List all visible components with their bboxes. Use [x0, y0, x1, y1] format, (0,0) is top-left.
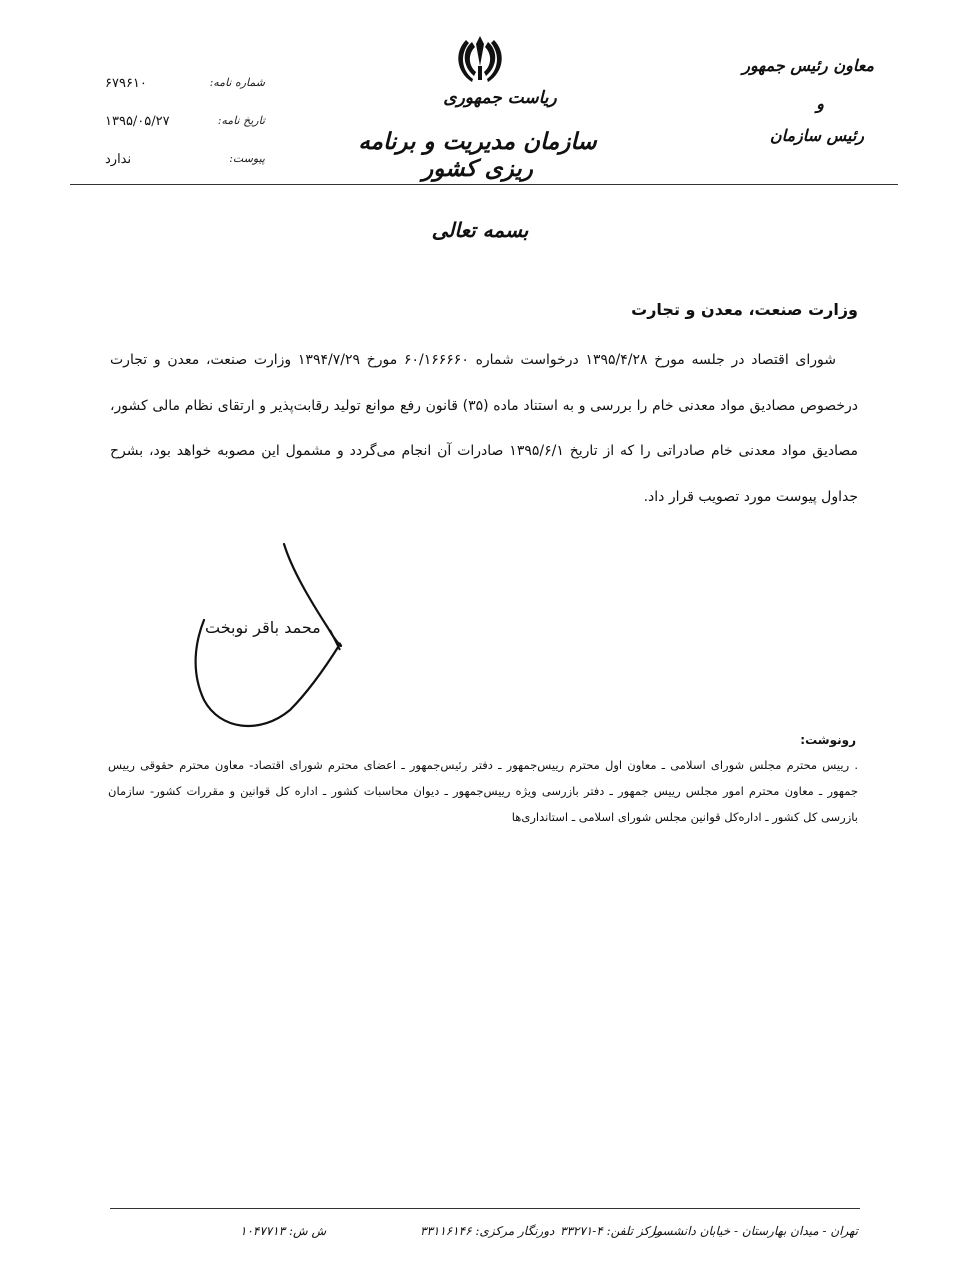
meta-label: تاریخ نامه:: [217, 114, 265, 127]
header-divider: [70, 184, 898, 185]
footer-registration: ش ش: ۱۰۴۷۷۱۳: [240, 1224, 327, 1238]
letter-body: شورای اقتصاد در جلسه مورخ ۱۳۹۵/۴/۲۸ درخواست شماره ۶۰/۱۶۶۶۶۰ مورخ ۱۳۹۴/۷/۲۹ وزارت صنعت، معدن و تجارت درخصوص مصادیق مواد معدنی خام را بررسی و به استناد ماده (۳۵) قانون رفع موانع تولید رقابت‌پذیر و ارتقای نظام مالی کشور، مصادیق مواد معدنی خام صادراتی را که از تاریخ ۱۳۹۵/۶/۱ صادرات آن انجام می‌گردد و مشمول این مصوبه خواهد بود، بشرح جداول پیوست مورد تصویب قرار داد.: [110, 352, 858, 505]
letter-date: ۱۳۹۵/۰۵/۲۷: [105, 114, 170, 129]
footer-fax: دورنگار مرکزی: ۳۳۱۱۶۱۴۶: [420, 1224, 555, 1238]
meta-row-date: [95, 114, 265, 152]
letter-meta: [95, 76, 265, 190]
signature-drawing: [180, 540, 380, 740]
letter-number: ۶۷۹۶۱۰: [105, 76, 147, 91]
title-line-2: و: [816, 94, 824, 113]
title-line-1: معاون رئیس جمهور: [742, 56, 874, 75]
emblem-logo: [454, 32, 506, 88]
bismillah-heading: بسمه تعالی: [431, 218, 529, 242]
meta-row-number: [95, 76, 265, 114]
meta-label: شماره نامه:: [209, 76, 265, 89]
title-line-3: رئیس سازمان: [769, 126, 864, 145]
cc-heading: رونوشت:: [800, 733, 856, 747]
cc-recipients: . رییس محترم مجلس شورای اسلامی ـ معاون اول محترم رییس‌جمهور ـ دفتر رئیس‌جمهور ـ اعضای محترم شورای اقتصاد- معاون محترم حقوقی رییس جمهور ـ معاون محترم امور مجلس رییس جمهور ـ دفتر بازرسی ویژه رییس‌جمهور ـ دیوان محاسبات کشور ـ اداره کل قوانین و مقررات کشور- سازمان بازرسی کل کشور ـ اداره‌کل قوانین مجلس شورای اسلامی ـ استانداری‌ها: [108, 758, 858, 824]
footer-divider: [110, 1208, 860, 1209]
meta-label: پیوست:: [229, 152, 265, 165]
footer-phone: مرکز تلفن: ۴-۳۳۲۷۱: [560, 1224, 663, 1238]
organization-name: سازمان مدیریت و برنامه ریزی کشور: [358, 128, 597, 182]
presidency-heading: ریاست جمهوری: [443, 88, 557, 108]
footer-address: تهران - میدان بهارستان - خیابان دانشسرا: [652, 1224, 858, 1238]
letter-attachment: ندارد: [105, 152, 132, 167]
addressee: وزارت صنعت، معدن و تجارت: [631, 300, 858, 319]
signer-name: محمد باقر نوبخت: [205, 618, 321, 637]
